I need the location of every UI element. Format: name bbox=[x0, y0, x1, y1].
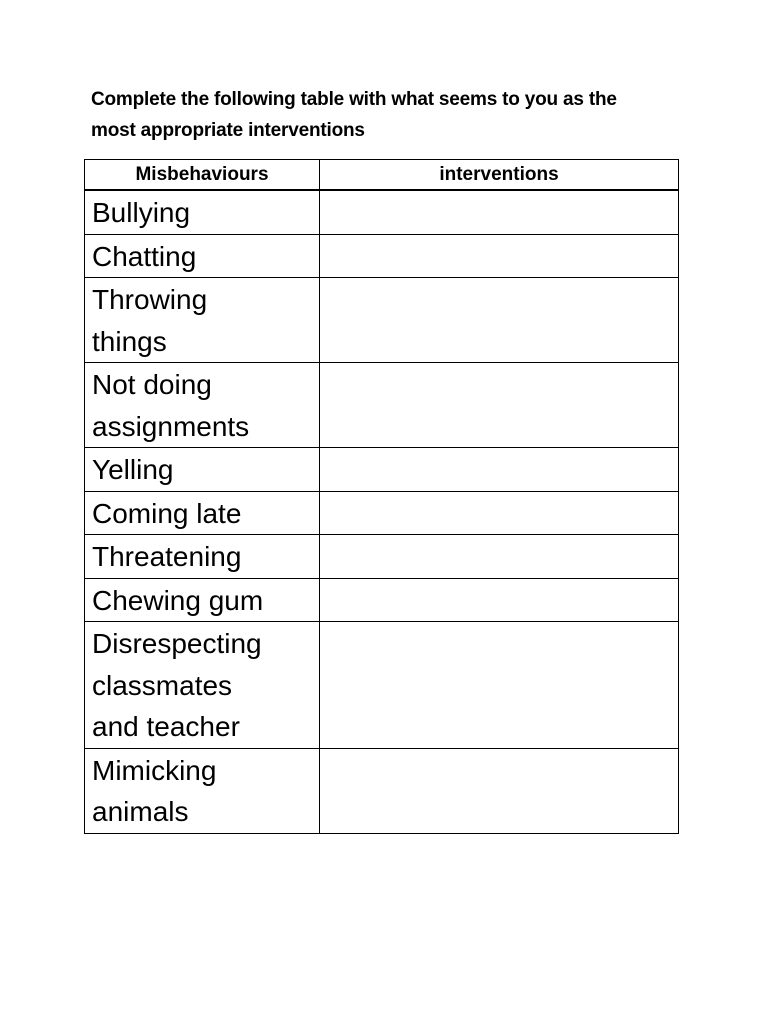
table-row bbox=[85, 535, 679, 579]
header-misbehaviours: Misbehaviours bbox=[85, 160, 320, 191]
table-row bbox=[85, 363, 679, 448]
misbehaviour-cell: Coming late bbox=[85, 491, 320, 535]
misbehaviour-cell: Not doing assignments bbox=[85, 363, 320, 448]
intervention-cell[interactable] bbox=[320, 622, 679, 749]
table-row bbox=[85, 748, 679, 833]
table-body bbox=[85, 190, 679, 833]
intervention-cell[interactable] bbox=[320, 578, 679, 622]
intervention-cell[interactable] bbox=[320, 448, 679, 492]
table-row bbox=[85, 190, 679, 234]
intervention-cell[interactable] bbox=[320, 190, 679, 234]
table-row bbox=[85, 578, 679, 622]
instructions-line-1: Complete the following table with what seems to you as the bbox=[91, 89, 617, 110]
intervention-cell[interactable] bbox=[320, 535, 679, 579]
header-interventions: interventions bbox=[320, 160, 679, 191]
table-header-row bbox=[85, 160, 679, 191]
misbehaviour-cell: Bullying bbox=[85, 190, 320, 234]
table-row bbox=[85, 448, 679, 492]
misbehaviour-table bbox=[84, 159, 679, 834]
misbehaviour-cell: Disrespecting classmates and teacher bbox=[85, 622, 320, 749]
table-row bbox=[85, 278, 679, 363]
misbehaviour-cell: Threatening bbox=[85, 535, 320, 579]
misbehaviour-cell: Throwing things bbox=[85, 278, 320, 363]
misbehaviour-cell: Chatting bbox=[85, 234, 320, 278]
intervention-cell[interactable] bbox=[320, 363, 679, 448]
misbehaviour-cell: Yelling bbox=[85, 448, 320, 492]
misbehaviour-cell: Chewing gum bbox=[85, 578, 320, 622]
intervention-cell[interactable] bbox=[320, 491, 679, 535]
table-row bbox=[85, 491, 679, 535]
table-row bbox=[85, 234, 679, 278]
intervention-cell[interactable] bbox=[320, 278, 679, 363]
intervention-cell[interactable] bbox=[320, 748, 679, 833]
misbehaviour-cell: Mimicking animals bbox=[85, 748, 320, 833]
instructions bbox=[91, 84, 691, 146]
intervention-cell[interactable] bbox=[320, 234, 679, 278]
instructions-line-2: most appropriate interventions bbox=[91, 120, 365, 141]
table-row bbox=[85, 622, 679, 749]
